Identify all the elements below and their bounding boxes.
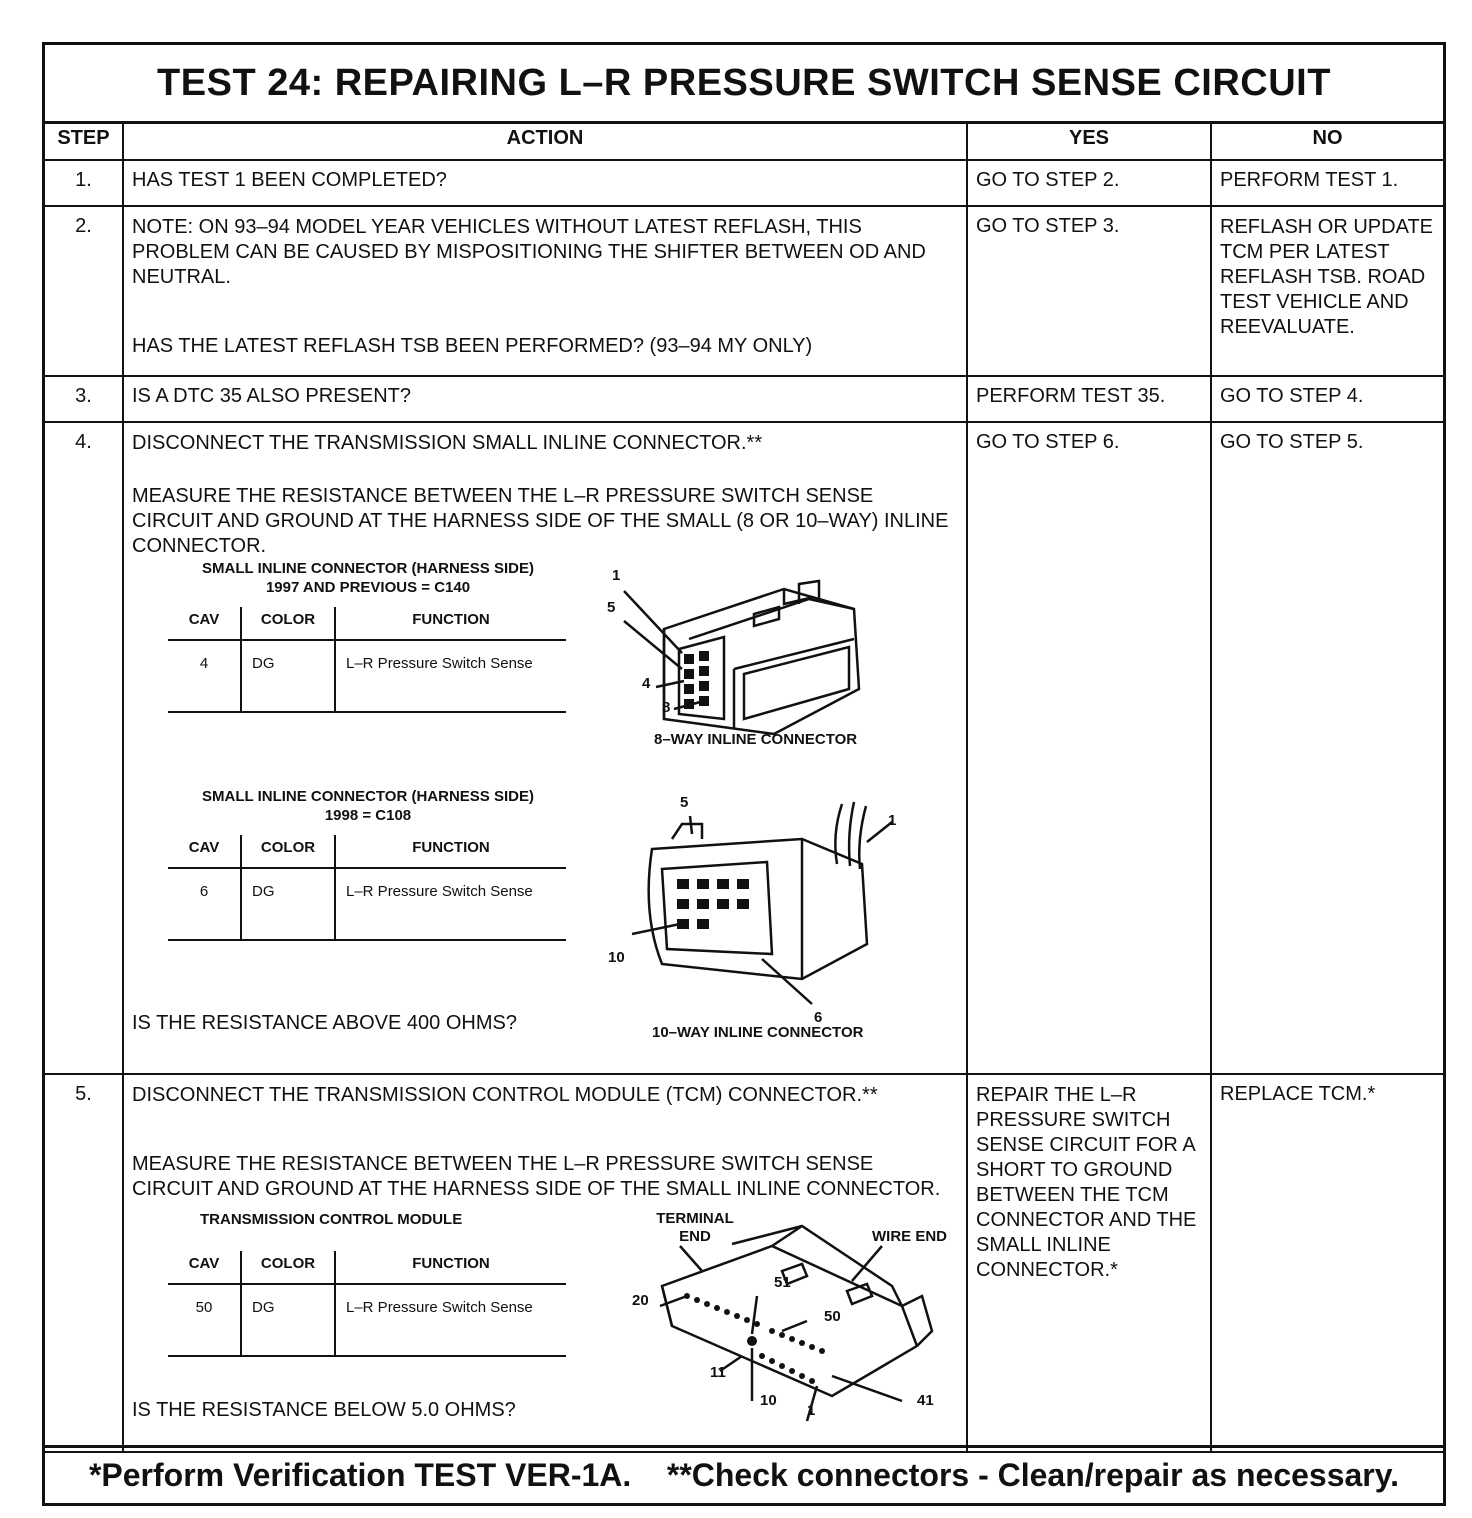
table-row [45, 1074, 1443, 1452]
table1-title: SMALL INLINE CONNECTOR (HARNESS SIDE) [202, 560, 534, 577]
step-number: 3. [45, 376, 123, 422]
connector-8way-diagram [604, 569, 904, 784]
pin-label: 1 [888, 812, 897, 829]
cavity-table-tcm [168, 1251, 566, 1357]
table2-title: SMALL INLINE CONNECTOR (HARNESS SIDE) [202, 788, 534, 805]
step-number: 2. [45, 206, 123, 376]
action-question: IS THE RESISTANCE BELOW 5.0 OHMS? [132, 1399, 516, 1421]
pin-label: 1 [612, 567, 621, 584]
action-question: HAS THE LATEST REFLASH TSB BEEN PERFORMED? (93–94 MY ONLY) [132, 335, 813, 357]
action-line-2: MEASURE THE RESISTANCE BETWEEN THE L–R PRESSURE SWITCH SENSE CIRCUIT AND GROUND AT THE HARNESS SIDE OF THE SMALL (8 OR 10–WAY) INLINE CONNECTOR. [132, 485, 949, 557]
pin-label: 5 [680, 794, 689, 811]
no-result: GO TO STEP 5. [1211, 422, 1443, 1074]
yes-result: GO TO STEP 3. [967, 206, 1211, 376]
function-value: L–R Pressure Switch Sense [335, 640, 566, 712]
pin-label: 4 [642, 675, 651, 692]
function-header: FUNCTION [335, 835, 566, 868]
header-row [45, 121, 1443, 160]
cavity-table-1 [168, 607, 566, 713]
header-step: STEP [45, 121, 123, 160]
cav-value: 4 [168, 640, 241, 712]
no-result: PERFORM TEST 1. [1211, 160, 1443, 206]
yes-result: GO TO STEP 2. [967, 160, 1211, 206]
diagnostic-table [45, 121, 1443, 1453]
pin-label: 5 [607, 599, 616, 616]
function-value: L–R Pressure Switch Sense [335, 868, 566, 940]
header-no: NO [1211, 121, 1443, 160]
step-number: 5. [45, 1074, 123, 1452]
terminal-end-label: TERMINAL END [656, 1210, 734, 1245]
color-header: COLOR [241, 1251, 335, 1284]
action-note: NOTE: ON 93–94 MODEL YEAR VEHICLES WITHOUT LATEST REFLASH, THIS PROBLEM CAN BE CAUSED BY MISPOSITIONING THE SHIFTER BETWEEN OD AND NEUTRAL. [132, 216, 926, 288]
pin-label: 11 [710, 1364, 726, 1381]
no-result: REPLACE TCM.* [1211, 1074, 1443, 1452]
diagram1-caption: 8–WAY INLINE CONNECTOR [654, 731, 858, 748]
cav-header: CAV [168, 1251, 241, 1284]
pin-label: 8 [662, 699, 671, 716]
function-header: FUNCTION [335, 1251, 566, 1284]
pin-label: 51 [774, 1274, 791, 1291]
test-sheet [42, 42, 1446, 1506]
step-number: 1. [45, 160, 123, 206]
cav-header: CAV [168, 835, 241, 868]
action-cell [123, 206, 967, 376]
cav-value: 6 [168, 868, 241, 940]
pin-label: 20 [632, 1292, 649, 1309]
header-yes: YES [967, 121, 1211, 160]
action-text: IS A DTC 35 ALSO PRESENT? [123, 376, 967, 422]
pin-label: 41 [917, 1392, 934, 1409]
action-line-1: DISCONNECT THE TRANSMISSION SMALL INLINE CONNECTOR.** [132, 432, 763, 454]
header-action: ACTION [123, 121, 967, 160]
function-header: FUNCTION [335, 607, 566, 640]
cav-header: CAV [168, 607, 241, 640]
connector-10way-drawing [602, 794, 902, 1014]
action-line-1: DISCONNECT THE TRANSMISSION CONTROL MODULE (TCM) CONNECTOR.** [132, 1084, 878, 1106]
table-row [45, 422, 1443, 1074]
table1-subtitle: 1997 AND PREVIOUS = C140 [265, 579, 471, 596]
yes-result: REPAIR THE L–R PRESSURE SWITCH SENSE CIRCUIT FOR A SHORT TO GROUND BETWEEN THE TCM CONNECTOR AND THE SMALL INLINE CONNECTOR.* [967, 1074, 1211, 1452]
color-value: DG [241, 1284, 335, 1356]
footer-note: *Perform Verification TEST VER-1A. **Check connectors - Clean/repair as necessary. [45, 1445, 1443, 1503]
pin-label: 10 [760, 1392, 777, 1409]
pin-label: 1 [807, 1402, 816, 1419]
cav-value: 50 [168, 1284, 241, 1356]
step4-figures [132, 559, 958, 1041]
tcm-table-title: TRANSMISSION CONTROL MODULE [200, 1211, 463, 1228]
action-question: IS THE RESISTANCE ABOVE 400 OHMS? [132, 1012, 517, 1034]
pin-label: 50 [824, 1308, 841, 1325]
pin-label: 6 [814, 1009, 823, 1026]
table-row [45, 376, 1443, 422]
table2-subtitle: 1998 = C108 [324, 807, 412, 824]
no-result: REFLASH OR UPDATE TCM PER LATEST REFLASH TSB. ROAD TEST VEHICLE AND REEVALUATE. [1211, 206, 1443, 376]
color-header: COLOR [241, 607, 335, 640]
no-result: GO TO STEP 4. [1211, 376, 1443, 422]
color-value: DG [241, 640, 335, 712]
color-value: DG [241, 868, 335, 940]
cavity-table-2 [168, 835, 566, 941]
yes-result: PERFORM TEST 35. [967, 376, 1211, 422]
action-cell [123, 1074, 967, 1452]
pin-label: 10 [608, 949, 625, 966]
action-line-2: MEASURE THE RESISTANCE BETWEEN THE L–R PRESSURE SWITCH SENSE CIRCUIT AND GROUND AT THE HARNESS SIDE OF THE SMALL INLINE CONNECTOR. [132, 1153, 941, 1200]
action-text: HAS TEST 1 BEEN COMPLETED? [123, 160, 967, 206]
yes-result: GO TO STEP 6. [967, 422, 1211, 1074]
page-title: TEST 24: REPAIRING L–R PRESSURE SWITCH SENSE CIRCUIT [45, 45, 1443, 124]
step5-figures [132, 1202, 958, 1427]
connector-10way-diagram [602, 794, 902, 1034]
table-row [45, 160, 1443, 206]
diagram2-caption: 10–WAY INLINE CONNECTOR [652, 1024, 864, 1041]
table-row [45, 206, 1443, 376]
color-header: COLOR [241, 835, 335, 868]
function-value: L–R Pressure Switch Sense [335, 1284, 566, 1356]
wire-end-label: WIRE END [872, 1228, 947, 1245]
action-cell [123, 422, 967, 1074]
tcm-connector-diagram [602, 1196, 947, 1426]
step-number: 4. [45, 422, 123, 1074]
